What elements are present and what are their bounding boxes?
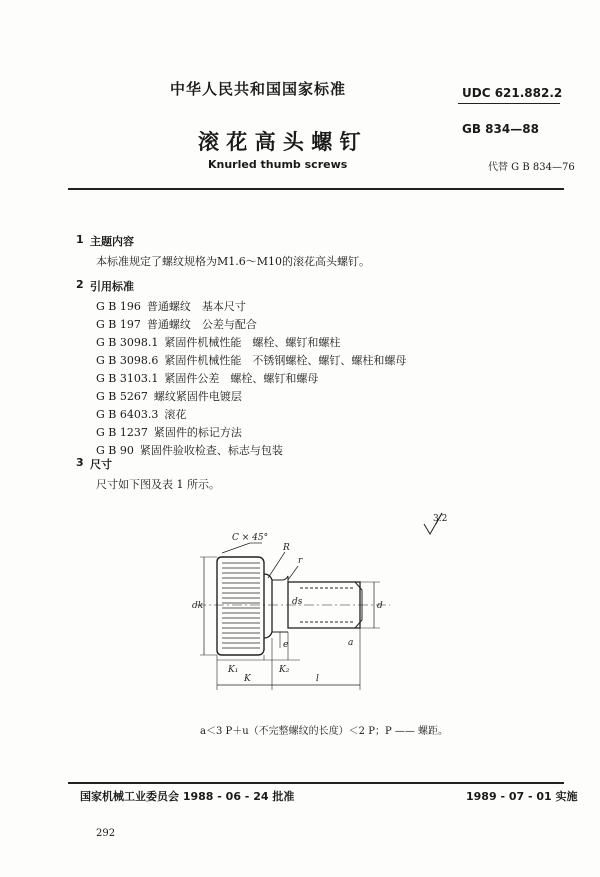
footer-rule	[68, 782, 564, 784]
section-1-body: 本标准规定了螺纹规格为M1.6～M10的滚花高头螺钉。	[96, 255, 371, 268]
neck-length-label: e	[283, 640, 289, 650]
thread-diameter-label: d	[377, 601, 383, 611]
collar-height-label: K₂	[279, 665, 290, 675]
radius-R-label: R	[283, 543, 290, 553]
section-3-body: 尺寸如下图及表 1 所示。	[96, 478, 220, 491]
reference-code: G B 6403.3	[96, 408, 159, 421]
standard-code: GB 834—88	[462, 122, 539, 136]
head-diameter-label: dk	[192, 601, 204, 611]
reference-code: G B 3103.1	[96, 372, 159, 385]
page-title: 滚 花 高 头 螺 钉	[198, 130, 361, 154]
approval-date: 国家机械工业委员会 1988 - 06 - 24 批准	[80, 790, 295, 803]
knurl-pattern	[222, 563, 260, 648]
reference-text: 螺纹紧固件电镀层	[153, 390, 242, 403]
length-label: l	[316, 674, 319, 684]
reference-code: G B 1237	[96, 426, 148, 439]
roughness-value: 3.2	[433, 514, 448, 524]
thread-runout-label: a	[348, 638, 354, 648]
section-3-title: 尺寸	[90, 458, 112, 471]
page-number: 292	[96, 828, 116, 839]
reference-code: G B 90	[96, 444, 134, 457]
english-title: Knurled thumb screws	[208, 158, 348, 171]
section-1-title: 主题内容	[90, 235, 134, 248]
reference-text: 普通螺纹 基本尺寸	[146, 300, 246, 313]
reference-text: 普通螺纹 公差与配合	[146, 318, 257, 331]
section-2-title: 引用标准	[90, 280, 134, 293]
radius-r-label: r	[298, 556, 303, 566]
section-2-number: 2	[76, 278, 84, 291]
reference-code: G B 3098.6	[96, 354, 159, 367]
figure-caption: a＜3 P＋u（不完整螺纹的长度）＜2 P；P —— 螺距。	[200, 726, 449, 737]
reference-text: 紧固件机械性能 螺栓、螺钉和螺柱	[164, 336, 341, 349]
issuing-authority: 中华人民共和国国家标准	[170, 80, 347, 98]
reference-code: G B 196	[96, 300, 141, 313]
effective-date: 1989 - 07 - 01 实施	[466, 790, 578, 803]
knurled-head	[217, 557, 264, 655]
chamfer-label: C × 45°	[232, 533, 269, 543]
section-3-number: 3	[76, 456, 84, 469]
replaces-note: 代替 G B 834—76	[488, 162, 575, 173]
total-head-label: K	[244, 674, 251, 684]
neck-diameter-label: ds	[292, 597, 303, 607]
section-1-number: 1	[76, 233, 84, 246]
reference-text: 紧固件验收检查、标志与包装	[139, 444, 283, 457]
reference-text: 紧固件公差 螺栓、螺钉和螺母	[164, 372, 319, 385]
reference-code: G B 3098.1	[96, 336, 159, 349]
reference-code: G B 5267	[96, 390, 148, 403]
reference-text: 紧固件的标记方法	[153, 426, 242, 439]
reference-text: 紧固件机械性能 不锈钢螺栓、螺钉、螺柱和螺母	[164, 354, 407, 367]
head-height-label: K₁	[228, 665, 239, 675]
collar	[264, 574, 272, 638]
udc-code: UDC 621.882.2	[462, 86, 563, 100]
reference-text: 滚花	[164, 408, 187, 421]
reference-code: G B 197	[96, 318, 141, 331]
